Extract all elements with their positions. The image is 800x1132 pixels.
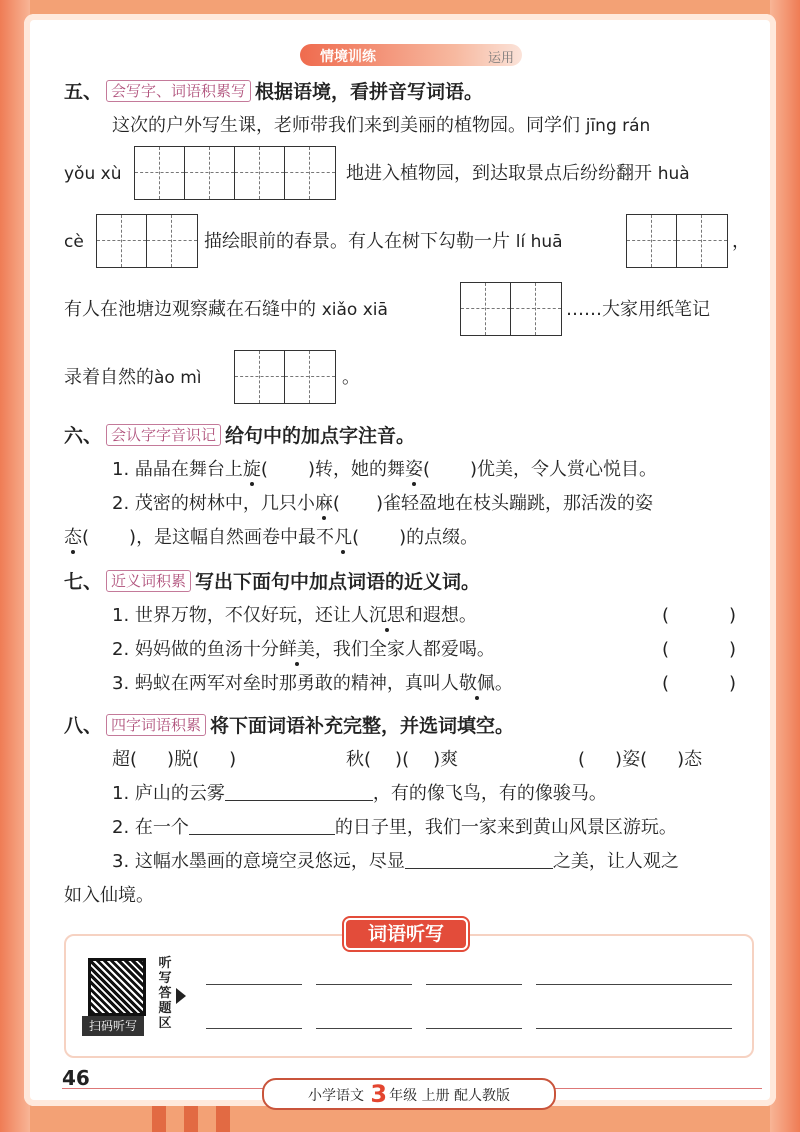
s7-answer-3[interactable] bbox=[662, 672, 736, 696]
pinyin-xiaoxia: xiǎo xiā bbox=[321, 300, 388, 320]
dotted-char: 凡 bbox=[334, 527, 353, 548]
grid-cell[interactable] bbox=[285, 351, 335, 403]
dotted-char: 姿 bbox=[404, 459, 423, 480]
footer-term: 上册 bbox=[421, 1088, 450, 1104]
s5-text-4: 有人在池塘边观察藏在石缝中的 bbox=[64, 299, 316, 320]
s6-q2-text-b: 雀轻盈地在枝头蹦跳，那活泼的姿 bbox=[382, 493, 653, 514]
grid-cell[interactable] bbox=[627, 215, 677, 267]
paren: ) bbox=[677, 749, 685, 770]
fill-blank[interactable] bbox=[189, 834, 335, 835]
grid-cell[interactable] bbox=[461, 283, 511, 335]
section-6-heading bbox=[64, 424, 415, 448]
paren: ) bbox=[729, 673, 737, 694]
s5-line-3 bbox=[204, 230, 563, 254]
s8-q1-text-a: 1. 庐山的云雾 bbox=[112, 783, 225, 804]
word-char: 脱 bbox=[174, 749, 193, 770]
dotted-char: 麻 bbox=[314, 493, 333, 514]
paren: ( bbox=[192, 749, 200, 770]
s7-question-2 bbox=[112, 638, 495, 662]
pinyin-lihua: lí huā bbox=[515, 232, 563, 252]
pinyin-hua: huà bbox=[657, 164, 690, 184]
paren: ( bbox=[332, 493, 340, 514]
header-title: 情境训练 bbox=[320, 49, 376, 65]
answer-grid-aomi[interactable] bbox=[234, 350, 336, 404]
section-6-tag: 会认字字音识记 bbox=[106, 424, 221, 446]
dictation-line[interactable] bbox=[206, 984, 302, 985]
pinyin-jingran: jīng rán bbox=[585, 116, 651, 136]
paren: ( bbox=[260, 459, 268, 480]
s6-q2-text-d: 的点缀。 bbox=[406, 527, 479, 548]
s8-word-2 bbox=[346, 748, 458, 772]
s5-text-1: 这次的户外写生课，老师带我们来到美丽的植物园。同学们 bbox=[112, 115, 580, 136]
section-7-number: 七、 bbox=[64, 571, 103, 593]
dictation-line[interactable] bbox=[426, 984, 522, 985]
paren: ( bbox=[662, 605, 670, 626]
paren: ) bbox=[470, 459, 478, 480]
s6-q2-text-c: ，是这幅自然画卷中最不 bbox=[136, 527, 335, 548]
s6-q1-text-a: 1. 晶晶在舞台上 bbox=[112, 459, 243, 480]
s5-line-1 bbox=[112, 114, 650, 138]
paren: ) bbox=[375, 493, 383, 514]
word-char: 秋 bbox=[346, 749, 364, 770]
grid-cell[interactable] bbox=[97, 215, 147, 267]
s5-comma: ， bbox=[732, 231, 750, 252]
paren: ) bbox=[167, 749, 175, 770]
s5-text-4-end: ……大家用纸笔记 bbox=[566, 299, 710, 320]
s8-q1-text-b: ，有的像飞鸟，有的像骏马。 bbox=[372, 783, 607, 804]
section-6-number: 六、 bbox=[64, 425, 103, 447]
s8-q3-text-b: 之美，让人观之 bbox=[552, 851, 679, 872]
s8-word-1 bbox=[112, 748, 236, 772]
section-8-heading bbox=[64, 714, 514, 738]
section-5-heading bbox=[64, 80, 483, 104]
s7-q3-text-a: 3. 蚂蚁在两军对垒时那勇敢的精神，真叫人 bbox=[112, 673, 459, 694]
dictation-line[interactable] bbox=[316, 1028, 412, 1029]
dictation-line[interactable] bbox=[536, 1028, 732, 1029]
footer-decor-bar bbox=[184, 1106, 198, 1132]
word-char: 姿 bbox=[622, 749, 641, 770]
s7-question-3 bbox=[112, 672, 513, 696]
grid-cell[interactable] bbox=[185, 147, 235, 199]
header-badge bbox=[300, 44, 522, 66]
paren: ) bbox=[129, 527, 137, 548]
s8-question-3-cont: 如入仙境。 bbox=[64, 885, 154, 906]
dotted-char: 旋 bbox=[242, 459, 261, 480]
paren: ) bbox=[615, 749, 623, 770]
s5-period: 。 bbox=[342, 367, 360, 388]
dictation-title: 词语听写 bbox=[344, 918, 468, 950]
s8-q3-text-a: 3. 这幅水墨画的意境空灵悠远，尽显 bbox=[112, 851, 405, 872]
footer-decor-bar bbox=[216, 1106, 230, 1132]
word-char: 态 bbox=[684, 749, 703, 770]
pinyin-ce: cè bbox=[64, 232, 84, 252]
word-char: 爽 bbox=[440, 749, 459, 770]
paren: ( bbox=[82, 527, 90, 548]
dictation-line[interactable] bbox=[426, 1028, 522, 1029]
answer-grid-xiaoxia[interactable] bbox=[460, 282, 562, 336]
footer-grade: 3 bbox=[370, 1080, 388, 1108]
paren: ) bbox=[229, 749, 237, 770]
grid-cell[interactable] bbox=[511, 283, 561, 335]
section-7-tag: 近义词积累 bbox=[106, 570, 191, 592]
s6-q1-text-c: 优美，令人赏心悦目。 bbox=[477, 459, 658, 480]
s6-q1-text-b: 转，她的舞 bbox=[314, 459, 405, 480]
s8-question-1 bbox=[112, 782, 607, 806]
qr-scan-label: 扫码听写 bbox=[82, 1016, 144, 1036]
s7-answer-1[interactable] bbox=[662, 604, 736, 628]
dictation-vertical-label: 听写答题区 bbox=[158, 956, 172, 1031]
s5-text-5: 录着自然的 bbox=[64, 367, 154, 388]
dictation-line[interactable] bbox=[536, 984, 732, 985]
s7-q1-text-a: 1. 世界万物，不仅好玩，还让人 bbox=[112, 605, 369, 626]
s5-line-4 bbox=[64, 298, 388, 322]
s7-q2-text-a: 2. 妈妈做的鱼汤十分 bbox=[112, 639, 279, 660]
grid-cell[interactable] bbox=[147, 215, 197, 267]
dotted-word: 敬佩 bbox=[458, 673, 495, 694]
s5-pinyin-youxu bbox=[64, 162, 121, 186]
paren: ( bbox=[578, 749, 586, 770]
s8-question-3 bbox=[112, 850, 679, 874]
paren: ) bbox=[729, 605, 737, 626]
paren: ( bbox=[422, 459, 430, 480]
grid-cell[interactable] bbox=[135, 147, 185, 199]
dictation-line[interactable] bbox=[316, 984, 412, 985]
page-number: 46 bbox=[62, 1066, 90, 1090]
footer-book-info bbox=[262, 1078, 556, 1110]
s7-question-1 bbox=[112, 604, 477, 628]
section-5-tag: 会写字、词语积累写 bbox=[106, 80, 251, 102]
paren: ) bbox=[395, 749, 403, 770]
answer-grid-jingranyouxu[interactable] bbox=[134, 146, 336, 200]
s7-q3-text-b: 。 bbox=[494, 673, 513, 694]
s7-q1-text-b: 和遐想。 bbox=[404, 605, 477, 626]
s5-text-3: 描绘眼前的春景。有人在树下勾勒一片 bbox=[204, 231, 510, 252]
paren: ) bbox=[433, 749, 441, 770]
s8-q2-text-b: 的日子里，我们一家来到黄山风景区游玩。 bbox=[334, 817, 677, 838]
section-8-title: 将下面词语补充完整，并选词填空。 bbox=[210, 715, 515, 737]
s8-word-3 bbox=[578, 748, 702, 772]
section-5-title: 根据语境，看拼音写词语。 bbox=[255, 81, 484, 103]
section-7-title: 写出下面句中加点词语的近义词。 bbox=[195, 571, 481, 593]
section-8-tag: 四字词语积累 bbox=[106, 714, 206, 736]
footer-grade-suffix: 年级 bbox=[389, 1088, 418, 1104]
s5-text-2: 地进入植物园，到达取景点后纷纷翻开 bbox=[346, 163, 652, 184]
grid-cell[interactable] bbox=[235, 147, 285, 199]
paren: ( bbox=[402, 749, 410, 770]
s7-answer-2[interactable] bbox=[662, 638, 736, 662]
answer-grid-lihua[interactable] bbox=[626, 214, 728, 268]
paren: ( bbox=[130, 749, 138, 770]
pinyin-aomi: ào mì bbox=[154, 368, 202, 388]
paren: ) bbox=[399, 527, 407, 548]
section-6-title: 给句中的加点字注音。 bbox=[225, 425, 416, 447]
s8-question-2 bbox=[112, 816, 677, 840]
paren: ( bbox=[662, 673, 670, 694]
dotted-char: 态 bbox=[64, 527, 82, 548]
pinyin-youxu: yǒu xù bbox=[64, 164, 122, 184]
dictation-line[interactable] bbox=[206, 1028, 302, 1029]
paren: ) bbox=[729, 639, 737, 660]
grid-cell[interactable] bbox=[235, 351, 285, 403]
grid-cell[interactable] bbox=[677, 215, 727, 267]
s6-question-2 bbox=[112, 492, 653, 516]
s5-line-5 bbox=[64, 366, 202, 390]
fill-blank[interactable] bbox=[225, 800, 373, 801]
paren: ( bbox=[662, 639, 670, 660]
paren: ( bbox=[364, 749, 372, 770]
s6-q2-text-a: 2. 茂密的树林中，几只小 bbox=[112, 493, 315, 514]
s8-q2-text-a: 2. 在一个 bbox=[112, 817, 189, 838]
paren: ) bbox=[307, 459, 315, 480]
header-subtitle: 运用 bbox=[487, 51, 514, 66]
footer-edition: 配人教版 bbox=[454, 1088, 511, 1104]
qr-code-icon[interactable] bbox=[88, 958, 146, 1016]
answer-grid-huace[interactable] bbox=[96, 214, 198, 268]
section-5-number: 五、 bbox=[64, 81, 103, 103]
triangle-arrow-icon bbox=[176, 988, 186, 1004]
s5-pinyin-ce bbox=[64, 230, 84, 254]
footer-decor-bar bbox=[152, 1106, 166, 1132]
section-8-number: 八、 bbox=[64, 715, 103, 737]
paren: ( bbox=[640, 749, 648, 770]
s6-question-1 bbox=[112, 458, 657, 482]
s5-line-2 bbox=[346, 162, 690, 186]
word-char: 超 bbox=[112, 749, 130, 770]
s7-q2-text-b: ，我们全家人都爱喝。 bbox=[314, 639, 495, 660]
s6-question-2-cont bbox=[64, 526, 478, 550]
fill-blank[interactable] bbox=[405, 868, 553, 869]
paren: ( bbox=[352, 527, 360, 548]
grid-cell[interactable] bbox=[285, 147, 335, 199]
footer-subject: 小学语文 bbox=[307, 1088, 364, 1104]
section-7-heading bbox=[64, 570, 480, 594]
dotted-word: 鲜美 bbox=[278, 639, 315, 660]
dotted-word: 沉思 bbox=[368, 605, 405, 626]
